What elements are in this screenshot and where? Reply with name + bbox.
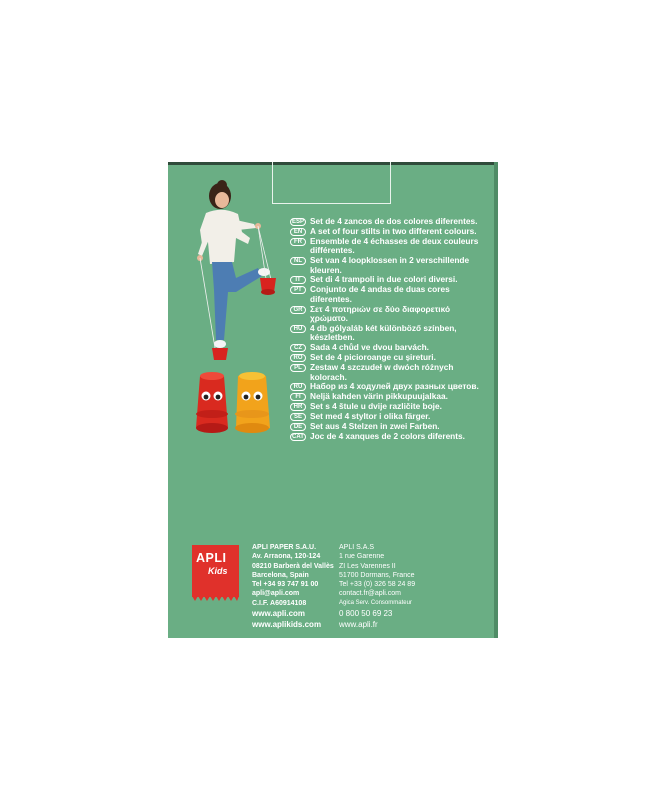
language-code-badge: EN xyxy=(290,228,306,236)
language-code-badge: HU xyxy=(290,325,306,333)
description-text: Conjunto de 4 andas de duas cores diferentes. xyxy=(310,284,450,304)
language-code-badge: IT xyxy=(290,276,306,284)
multilingual-description-list xyxy=(290,217,490,442)
address-line: Av. Arraona, 120-124 xyxy=(252,553,321,561)
language-code-badge: FI xyxy=(290,393,306,401)
description-text: Set aus 4 Stelzen in zwei Farben. xyxy=(310,421,440,432)
description-text: Set van 4 loopklossen in 2 verschillende kleuren. xyxy=(310,255,470,275)
logo-sub: Kids xyxy=(208,566,228,576)
description-text: A set of four stilts in two different colours. xyxy=(310,225,477,236)
stilt-toys-photo xyxy=(192,368,276,438)
logo-zigzag-edge xyxy=(192,596,239,601)
description-text: Set med 4 styltor i olika färger. xyxy=(310,411,431,422)
description-text: Σετ 4 ποτηριών σε δύο διαφορετικό χρώματο. xyxy=(310,303,451,324)
address-line: apli@apli.com xyxy=(252,590,300,598)
description-text: Ensemble de 4 échasses de deux couleurs différentes. xyxy=(310,235,479,256)
language-code-badge: PL xyxy=(290,364,306,372)
address-line: Barcelona, Spain xyxy=(252,571,309,579)
language-code-badge: SE xyxy=(290,413,306,421)
language-code-badge: NL xyxy=(290,257,306,265)
address-line: Tel +33 (0) 326 58 24 89 xyxy=(339,581,416,589)
box-side-edge xyxy=(494,162,498,638)
address-line: APLI S.A.S xyxy=(339,544,375,551)
description-text: Set de 4 picioroange cu șireturi. xyxy=(310,352,436,363)
language-code-badge: HR xyxy=(290,403,306,411)
website-link[interactable]: www.apli.com xyxy=(252,609,306,619)
address-line: ZI Les Varennes II xyxy=(339,562,396,570)
description-text: 4 db gólyaláb két különböző színben, készletben. xyxy=(310,322,457,343)
language-code-badge: RO xyxy=(290,354,306,362)
language-code-badge: GR xyxy=(290,306,306,314)
address-line: contact.fr@apli.com xyxy=(339,590,401,598)
description-text: Set s 4 štule u dvije različite boje. xyxy=(310,401,442,412)
address-line: 1 rue Garenne xyxy=(339,553,385,561)
address-line: C.I.F. A60914108 xyxy=(252,599,307,607)
box-window-cutout xyxy=(272,162,391,204)
apli-kids-logo xyxy=(192,545,239,597)
address-line: 51700 Dormans, France xyxy=(339,571,415,579)
description-text: Set de 4 zancos de dos colores diferentes. xyxy=(310,216,478,226)
language-code-badge: DE xyxy=(290,423,306,431)
language-code-badge: ESP xyxy=(291,219,304,225)
description-row xyxy=(290,227,490,236)
address-france xyxy=(339,543,439,630)
description-row xyxy=(290,217,490,226)
description-row xyxy=(290,256,490,275)
description-row xyxy=(290,237,490,256)
description-row xyxy=(290,285,490,304)
consumer-phone: 0 800 50 69 23 xyxy=(339,609,393,619)
address-line: Tel +34 93 747 91 00 xyxy=(252,581,319,589)
website-link[interactable]: www.apli.fr xyxy=(339,620,378,630)
description-text: Neljä kahden värin pikkupuujalkaa. xyxy=(310,391,448,402)
description-text: Set di 4 trampoli in due colori diversi. xyxy=(310,274,458,285)
address-spain xyxy=(252,543,342,630)
description-text: Набор из 4 ходулей двух разных цветов. xyxy=(310,381,479,392)
website-link[interactable]: www.aplikids.com xyxy=(252,620,322,630)
girl-on-stilts-photo xyxy=(192,180,284,376)
description-row xyxy=(290,305,490,324)
language-code-badge: CZ xyxy=(290,344,306,352)
product-box-back xyxy=(168,162,498,638)
consumer-service-label: Agica Serv. Consommateur xyxy=(339,599,412,606)
logo-brand: APLI xyxy=(196,551,227,565)
language-code-badge: RU xyxy=(290,383,306,391)
description-row xyxy=(290,363,490,382)
description-row xyxy=(290,324,490,343)
language-code-badge: PT xyxy=(290,286,306,294)
description-row xyxy=(290,432,490,441)
language-code-badge: CAT xyxy=(290,433,306,441)
address-line: APLI PAPER S.A.U. xyxy=(252,544,317,551)
description-text: Joc de 4 xanques de 2 colors diferents. xyxy=(310,430,465,441)
description-text: Zestaw 4 szczudeł w dwóch różnych kolorach. xyxy=(310,362,454,382)
address-line: 08210 Barberà del Vallès xyxy=(252,562,334,570)
language-code-badge: FR xyxy=(290,238,306,246)
description-text: Sada 4 chůd ve dvou barvách. xyxy=(310,342,429,353)
